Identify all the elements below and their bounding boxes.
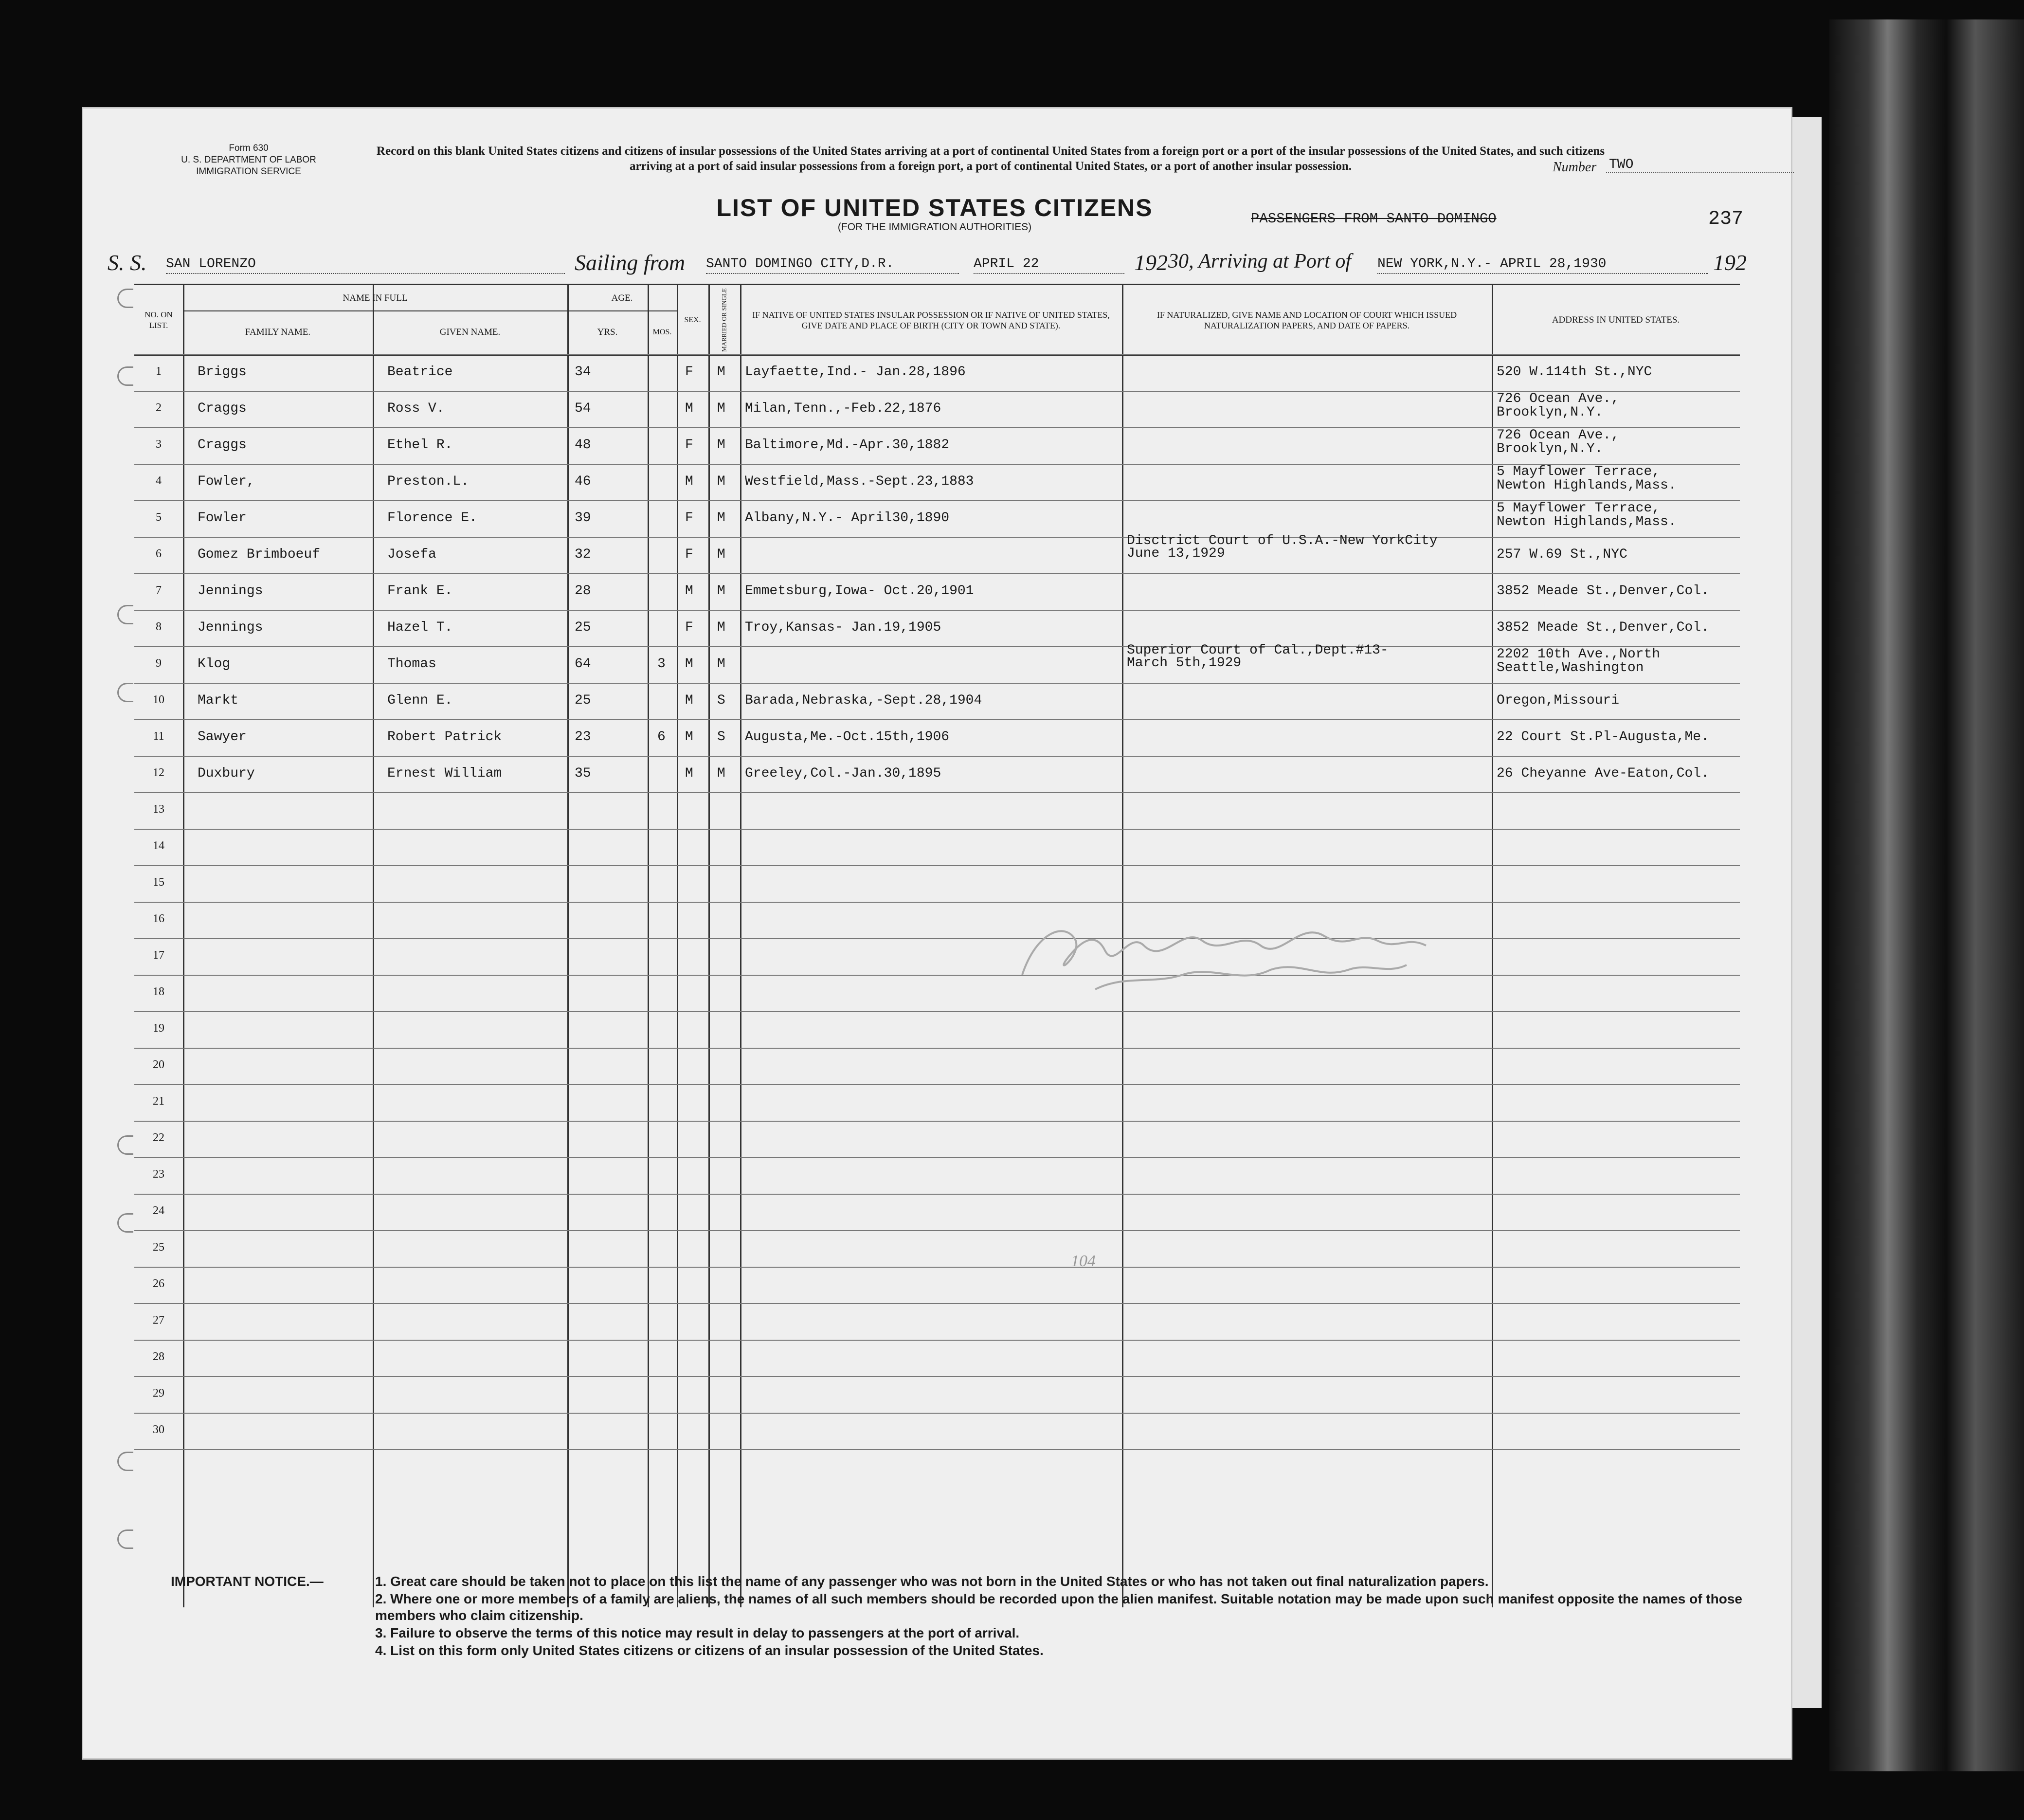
- passengers-from-stamp: PASSENGERS FROM SANTO DOMINGO: [1251, 211, 1497, 227]
- header-sex: SEX.: [684, 316, 701, 324]
- notice-item: 2. Where one or more members of a family are aliens, the names of all such members should be recorded upon the alien manifest. Suitable notation may be made upon such manifest opposite the names of those members who claim citizenship.: [375, 1591, 1742, 1623]
- given-name: Josefa: [387, 547, 436, 562]
- row-number: 18: [153, 985, 164, 998]
- family-name: Duxbury: [198, 766, 255, 781]
- number-label: Number: [1553, 160, 1597, 175]
- column-rule: [183, 284, 184, 1607]
- age-years: 54: [575, 401, 591, 416]
- ship-name: SAN LORENZO: [166, 256, 565, 274]
- row-number: 22: [153, 1131, 164, 1144]
- naturalization-court: Superior Court of Cal.,Dept.#13-: [1127, 643, 1389, 658]
- family-name: Briggs: [198, 364, 247, 380]
- row-number: 20: [153, 1058, 164, 1071]
- header-name-in-full: NAME IN FULL: [343, 293, 408, 303]
- age-years: 64: [575, 656, 591, 672]
- naturalization-date: March 5th,1929: [1127, 655, 1242, 671]
- family-name: Sawyer: [198, 729, 247, 745]
- naturalization-court: Disctrict Court of U.S.A.-New YorkCity: [1127, 533, 1438, 548]
- birth-place-date: Barada,Nebraska,-Sept.28,1904: [745, 693, 982, 708]
- row-number: 9: [156, 657, 162, 670]
- row-rule: [134, 537, 1740, 538]
- row-rule: [134, 1194, 1740, 1195]
- column-rule: [1492, 284, 1493, 1607]
- year-printed-1: 192: [1134, 250, 1168, 275]
- address-line-1: 5 Mayflower Terrace,: [1497, 464, 1661, 479]
- row-rule: [134, 975, 1740, 976]
- given-name: Beatrice: [387, 364, 453, 380]
- row-rule: [134, 683, 1740, 684]
- age-years: 25: [575, 620, 591, 635]
- column-rule: [740, 284, 741, 1607]
- address-line-1: 726 Ocean Ave.,: [1497, 391, 1620, 406]
- punch-hole: [117, 366, 133, 386]
- row-rule: [134, 719, 1740, 720]
- family-name: Fowler: [198, 510, 247, 526]
- row-number: 15: [153, 876, 164, 889]
- address: 257 W.69 St.,NYC: [1497, 547, 1627, 562]
- birth-place-date: Milan,Tenn.,-Feb.22,1876: [745, 401, 941, 416]
- header-address: ADDRESS IN UNITED STATES.: [1552, 315, 1680, 325]
- page-title: LIST OF UNITED STATES CITIZENS: [716, 194, 1153, 221]
- age-months: 6: [657, 729, 666, 745]
- page-subtitle: (FOR THE IMMIGRATION AUTHORITIES): [837, 221, 1032, 233]
- address-line-2: Brooklyn,N.Y.: [1497, 405, 1603, 420]
- sex: F: [685, 510, 693, 526]
- row-rule: [134, 354, 1740, 355]
- row-rule: [134, 829, 1740, 830]
- sex: F: [685, 620, 693, 635]
- punch-hole: [117, 1529, 133, 1549]
- family-name: Gomez Brimboeuf: [198, 547, 321, 562]
- address: 520 W.114th St.,NYC: [1497, 364, 1652, 380]
- age-years: 39: [575, 510, 591, 526]
- row-rule: [134, 756, 1740, 757]
- stray-pencil-mark: 104: [1071, 1252, 1096, 1270]
- sex: M: [685, 583, 693, 599]
- marital-status: S: [717, 693, 725, 708]
- notice-item: 1. Great care should be taken not to place on this list the name of any passenger who was not born in the United States or who has not taken out final naturalization papers.: [375, 1574, 1489, 1589]
- header-rule: [134, 284, 1740, 285]
- header-mos: MOS.: [652, 328, 672, 336]
- notice-label: IMPORTANT NOTICE.—: [171, 1574, 324, 1589]
- marital-status: M: [717, 437, 725, 453]
- punch-hole: [117, 605, 133, 624]
- row-rule: [134, 792, 1740, 793]
- address: 22 Court St.Pl-Augusta,Me.: [1497, 729, 1709, 745]
- row-rule: [134, 1303, 1740, 1304]
- family-name: Markt: [198, 693, 239, 708]
- row-rule: [134, 1157, 1740, 1158]
- row-rule: [134, 1230, 1740, 1231]
- sailing-label: Sailing from: [575, 250, 686, 275]
- ss-label: S. S.: [108, 250, 147, 275]
- row-number: 6: [156, 547, 162, 560]
- row-rule: [134, 1084, 1740, 1085]
- row-number: 3: [156, 438, 162, 451]
- row-number: 24: [153, 1204, 164, 1217]
- notice-items: [375, 1573, 1776, 1660]
- birth-place-date: Albany,N.Y.- April30,1890: [745, 510, 950, 526]
- row-rule: [134, 1413, 1740, 1414]
- row-number: 1: [156, 365, 162, 378]
- age-years: 34: [575, 364, 591, 380]
- sex: M: [685, 766, 693, 781]
- row-rule: [134, 1267, 1740, 1268]
- family-name: Jennings: [198, 583, 263, 599]
- form-department: U. S. DEPARTMENT OF LABOR: [181, 155, 316, 165]
- notice-item: 4. List on this form only United States citizens or citizens of an insular possession of the United States.: [375, 1643, 1044, 1658]
- punch-hole: [117, 1452, 133, 1471]
- row-rule: [134, 1449, 1740, 1450]
- row-rule: [134, 610, 1740, 611]
- column-rule: [648, 284, 649, 1607]
- punch-hole: [117, 1213, 133, 1233]
- sex: M: [685, 729, 693, 745]
- row-number: 13: [153, 803, 164, 816]
- birth-place-date: Emmetsburg,Iowa- Oct.20,1901: [745, 583, 974, 599]
- header-married: MARRIED OR SINGLE: [720, 288, 728, 352]
- given-name: Ethel R.: [387, 437, 453, 453]
- naturalization-date: June 13,1929: [1127, 546, 1225, 561]
- punch-hole: [117, 289, 133, 308]
- row-number: 19: [153, 1022, 164, 1035]
- notice-item: 3. Failure to observe the terms of this notice may result in delay to passengers at the port of arrival.: [375, 1625, 1020, 1640]
- family-name: Craggs: [198, 437, 247, 453]
- form-info: [122, 143, 375, 178]
- row-rule: [134, 1048, 1740, 1049]
- row-rule: [134, 938, 1740, 939]
- given-name: Robert Patrick: [387, 729, 502, 745]
- row-number: 14: [153, 839, 164, 852]
- arriving-label: 30, Arriving at Port of: [1168, 250, 1352, 273]
- voyage-line: [108, 250, 1771, 279]
- punch-hole: [117, 683, 133, 702]
- header-rule: [567, 310, 677, 311]
- address: 3852 Meade St.,Denver,Col.: [1497, 620, 1709, 635]
- age-years: 32: [575, 547, 591, 562]
- row-number: 21: [153, 1095, 164, 1108]
- given-name: Ross V.: [387, 401, 445, 416]
- row-number: 12: [153, 766, 164, 779]
- column-rule: [373, 284, 374, 1607]
- marital-status: M: [717, 364, 725, 380]
- family-name: Fowler,: [198, 474, 255, 489]
- marital-status: M: [717, 510, 725, 526]
- age-years: 35: [575, 766, 591, 781]
- family-name: Klog: [198, 656, 231, 672]
- row-rule: [134, 865, 1740, 866]
- birth-place-date: Layfaette,Ind.- Jan.28,1896: [745, 364, 966, 380]
- row-rule: [134, 1121, 1740, 1122]
- row-number: 26: [153, 1277, 164, 1290]
- row-number: 16: [153, 912, 164, 925]
- given-name: Hazel T.: [387, 620, 453, 635]
- birth-place-date: Augusta,Me.-Oct.15th,1906: [745, 729, 950, 745]
- row-rule: [134, 902, 1740, 903]
- row-rule: [134, 1011, 1740, 1012]
- address-line-2: Newton Highlands,Mass.: [1497, 478, 1677, 493]
- inspector-signature: [1008, 902, 1484, 999]
- row-number: 2: [156, 401, 162, 414]
- address-line-2: Seattle,Washington: [1497, 660, 1644, 675]
- given-name: Ernest William: [387, 766, 502, 781]
- given-name: Florence E.: [387, 510, 477, 526]
- address-line-1: 2202 10th Ave.,North: [1497, 647, 1661, 662]
- birth-place-date: Troy,Kansas- Jan.19,1905: [745, 620, 941, 635]
- birth-place-date: Greeley,Col.-Jan.30,1895: [745, 766, 941, 781]
- row-rule: [134, 573, 1740, 574]
- age-years: 28: [575, 583, 591, 599]
- address: Oregon,Missouri: [1497, 693, 1620, 708]
- sex: M: [685, 656, 693, 672]
- header-birth: IF NATIVE OF UNITED STATES INSULAR POSSESSION OR IF NATIVE OF UNITED STATES, GIVE DATE AND PLACE OF BIRTH (CITY OR TOWN AND STATE).: [752, 310, 1110, 330]
- address-line-1: 5 Mayflower Terrace,: [1497, 501, 1661, 516]
- row-number: 29: [153, 1387, 164, 1400]
- record-instructions: Record on this blank United States citizens and citizens of insular possessions of the United States arriving at a port of continental United States from a foreign port or a port of the insular possessions of the United States, and such citizens arriving at a port of said insular possessions from a foreign port, a port of continental United States, or a port of another insular possession.: [376, 145, 1605, 173]
- row-number: 5: [156, 511, 162, 524]
- age-years: 46: [575, 474, 591, 489]
- sex: F: [685, 547, 693, 562]
- header-family-name: FAMILY NAME.: [245, 327, 311, 337]
- notice-row: [171, 1573, 1776, 1660]
- header-age: AGE.: [611, 293, 633, 303]
- column-rule: [708, 284, 710, 1607]
- marital-status: M: [717, 401, 725, 416]
- row-number: 28: [153, 1350, 164, 1363]
- sex: M: [685, 474, 693, 489]
- important-notice: [171, 1573, 1776, 1660]
- header-naturalized: IF NATURALIZED, GIVE NAME AND LOCATION OF COURT WHICH ISSUED NATURALIZATION PAPERS, AND DATE OF PAPERS.: [1157, 310, 1457, 330]
- header-yrs: YRS.: [597, 327, 618, 337]
- sex: F: [685, 437, 693, 453]
- address-line-1: 726 Ocean Ave.,: [1497, 428, 1620, 443]
- address-line-2: Brooklyn,N.Y.: [1497, 441, 1603, 456]
- marital-status: M: [717, 547, 725, 562]
- given-name: Frank E.: [387, 583, 453, 599]
- row-number: 27: [153, 1314, 164, 1327]
- family-name: Craggs: [198, 401, 247, 416]
- year-printed-2: 192: [1713, 250, 1747, 275]
- form-service: IMMIGRATION SERVICE: [196, 166, 301, 177]
- page-number: 237: [1708, 208, 1744, 230]
- marital-status: M: [717, 583, 725, 599]
- sailing-date: APRIL 22: [974, 256, 1124, 274]
- marital-status: M: [717, 656, 725, 672]
- arriving-port: NEW YORK,N.Y.- APRIL 28,1930: [1377, 256, 1708, 274]
- scan-background-edge: [1829, 19, 2024, 1771]
- punch-hole: [117, 1135, 133, 1155]
- marital-status: M: [717, 474, 725, 489]
- row-number: 23: [153, 1168, 164, 1181]
- sex: F: [685, 364, 693, 380]
- row-number: 11: [153, 730, 164, 743]
- sailing-from: SANTO DOMINGO CITY,D.R.: [706, 256, 959, 274]
- address: 26 Cheyanne Ave-Eaton,Col.: [1497, 766, 1709, 781]
- given-name: Thomas: [387, 656, 436, 672]
- birth-place-date: Baltimore,Md.-Apr.30,1882: [745, 437, 950, 453]
- marital-status: M: [717, 620, 725, 635]
- row-number: 10: [153, 693, 164, 706]
- age-years: 48: [575, 437, 591, 453]
- age-months: 3: [657, 656, 666, 672]
- age-years: 25: [575, 693, 591, 708]
- row-number: 4: [156, 474, 162, 487]
- marital-status: M: [717, 766, 725, 781]
- given-name: Glenn E.: [387, 693, 453, 708]
- row-number: 17: [153, 949, 164, 962]
- passenger-table: [134, 284, 1740, 1607]
- birth-place-date: Westfield,Mass.-Sept.23,1883: [745, 474, 974, 489]
- address: 3852 Meade St.,Denver,Col.: [1497, 583, 1709, 599]
- header-no: NO. ON LIST.: [145, 310, 173, 330]
- row-number: 8: [156, 620, 162, 633]
- marital-status: S: [717, 729, 725, 745]
- row-number: 25: [153, 1241, 164, 1254]
- address-line-2: Newton Highlands,Mass.: [1497, 514, 1677, 529]
- row-number: 30: [153, 1423, 164, 1436]
- form-number: Form 630: [229, 143, 269, 153]
- column-rule: [567, 284, 569, 1607]
- family-name: Jennings: [198, 620, 263, 635]
- row-rule: [134, 1376, 1740, 1377]
- manifest-sheet: [82, 107, 1792, 1760]
- column-rule: [677, 284, 678, 1607]
- row-number: 7: [156, 584, 162, 597]
- row-rule: [134, 1340, 1740, 1341]
- header-given-name: GIVEN NAME.: [439, 327, 501, 337]
- age-years: 23: [575, 729, 591, 745]
- sex: M: [685, 693, 693, 708]
- sex: M: [685, 401, 693, 416]
- given-name: Preston.L.: [387, 474, 470, 489]
- number-value: TWO: [1606, 157, 1794, 173]
